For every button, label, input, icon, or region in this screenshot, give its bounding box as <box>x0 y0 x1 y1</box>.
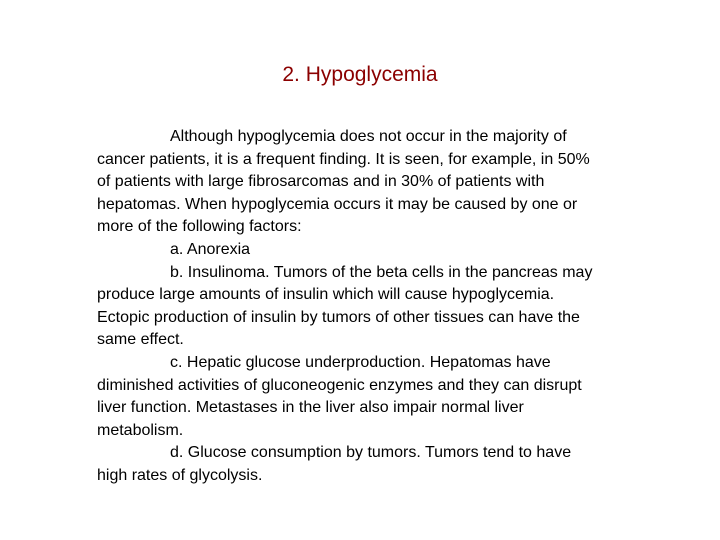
factor-insulinoma: b. Insulinoma. Tumors of the beta cells in the pancreas may produce large amounts of insulin which will cause hypoglycemia. Ectopic production of insulin by tumors of other tissues can have the same effect. <box>97 263 593 349</box>
factor-glucose-consumption: d. Glucose consumption by tumors. Tumors tend to have high rates of glycolysis. <box>97 444 572 484</box>
slide-body <box>97 126 603 488</box>
slide-title <box>0 61 720 89</box>
intro-paragraph: Although hypoglycemia does not occur in the majority of cancer patients, it is a frequent finding. It is seen, for example, in 50% of patients with large fibrosarcomas and in 30% of patients with hepatomas. When hypoglycemia occurs it may be caused by one or more of the following factors: <box>97 128 590 236</box>
slide-title-text: 2. Hypoglycemia <box>282 63 438 86</box>
factor-anorexia: a. Anorexia <box>170 240 251 258</box>
factor-hepatic-underproduction: c. Hepatic glucose underproduction. Hepatomas have diminished activities of gluconeogenic enzymes and they can disrupt liver function. Metastases in the liver also impair normal liver metabolism. <box>97 353 582 439</box>
